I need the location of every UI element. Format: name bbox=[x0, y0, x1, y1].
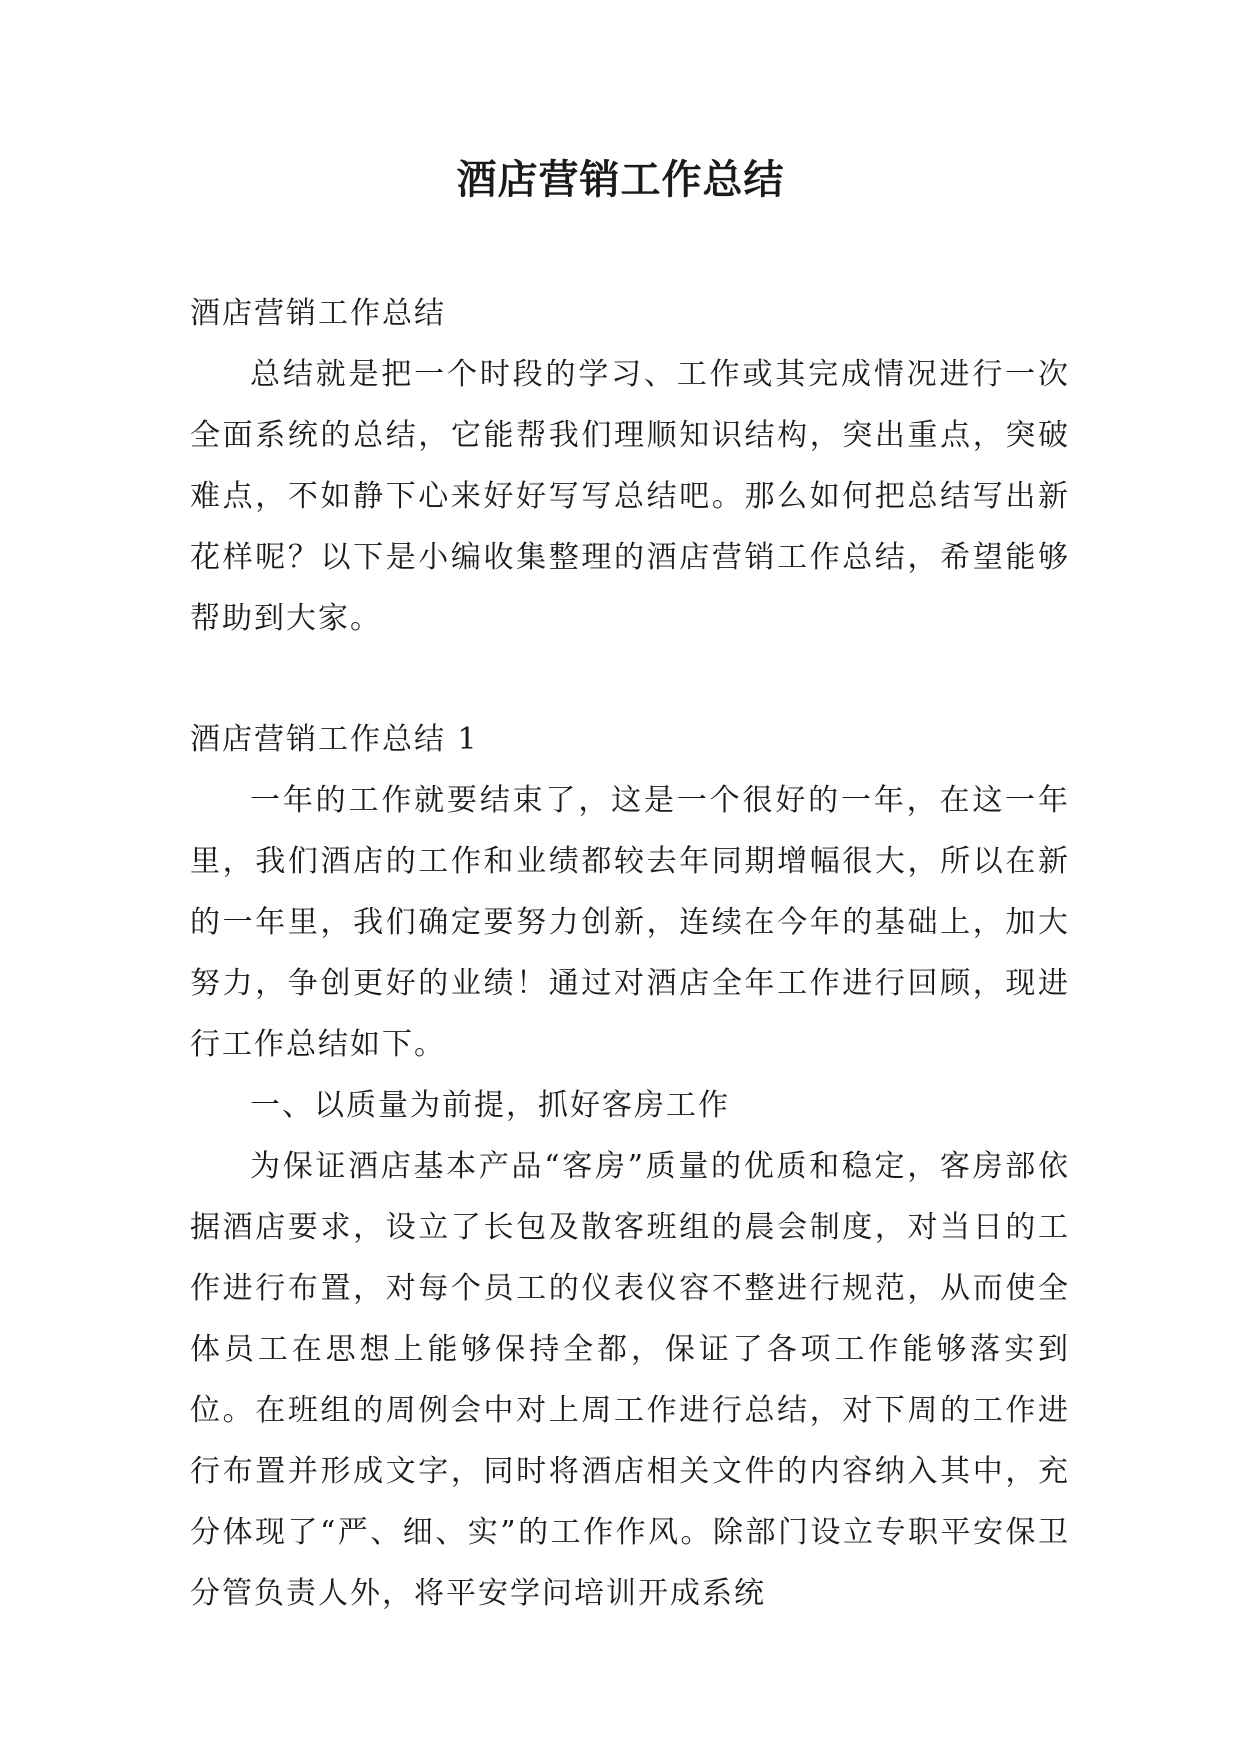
intro-paragraph: 总结就是把一个时段的学习、工作或其完成情况进行一次全面系统的总结，它能帮我们理顺知识结构，突出重点，突破难点，不如静下心来好好写写总结吧。那么如何把总结写出新花样呢？以下是小编收集整理的酒店营销工作总结，希望能够帮助到大家。 bbox=[190, 357, 1070, 636]
body-paragraph: 为保证酒店基本产品“客房”质量的优质和稳定，客房部依据酒店要求，设立了长包及散客班组的晨会制度，对当日的工作进行布置，对每个员工的仪表仪容不整进行规范，从而使全体员工在思想上能够保持全都，保证了各项工作能够落实到位。在班组的周例会中对上周工作进行总结，对下周的工作进行布置并形成文字，同时将酒店相关文件的内容纳入其中，充分体现了“严、细、实”的工作作风。除部门设立专职平安保卫分管负责人外，将平安学问培训开成系统 bbox=[190, 1149, 1070, 1611]
summary-paragraph: 一年的工作就要结束了，这是一个很好的一年，在这一年里，我们酒店的工作和业绩都较去年同期增幅很大，所以在新的一年里，我们确定要努力创新，连续在今年的基础上，加大努力，争创更好的业绩！通过对酒店全年工作进行回顾，现进行工作总结如下。 bbox=[190, 783, 1070, 1062]
document-body bbox=[190, 283, 1070, 1624]
section-heading-1: 酒店营销工作总结 1 bbox=[190, 722, 479, 757]
document-title: 酒店营销工作总结 bbox=[456, 156, 785, 203]
subsection-heading: 一、以质量为前提，抓好客房工作 bbox=[250, 1088, 730, 1123]
section-heading: 酒店营销工作总结 bbox=[190, 296, 446, 331]
